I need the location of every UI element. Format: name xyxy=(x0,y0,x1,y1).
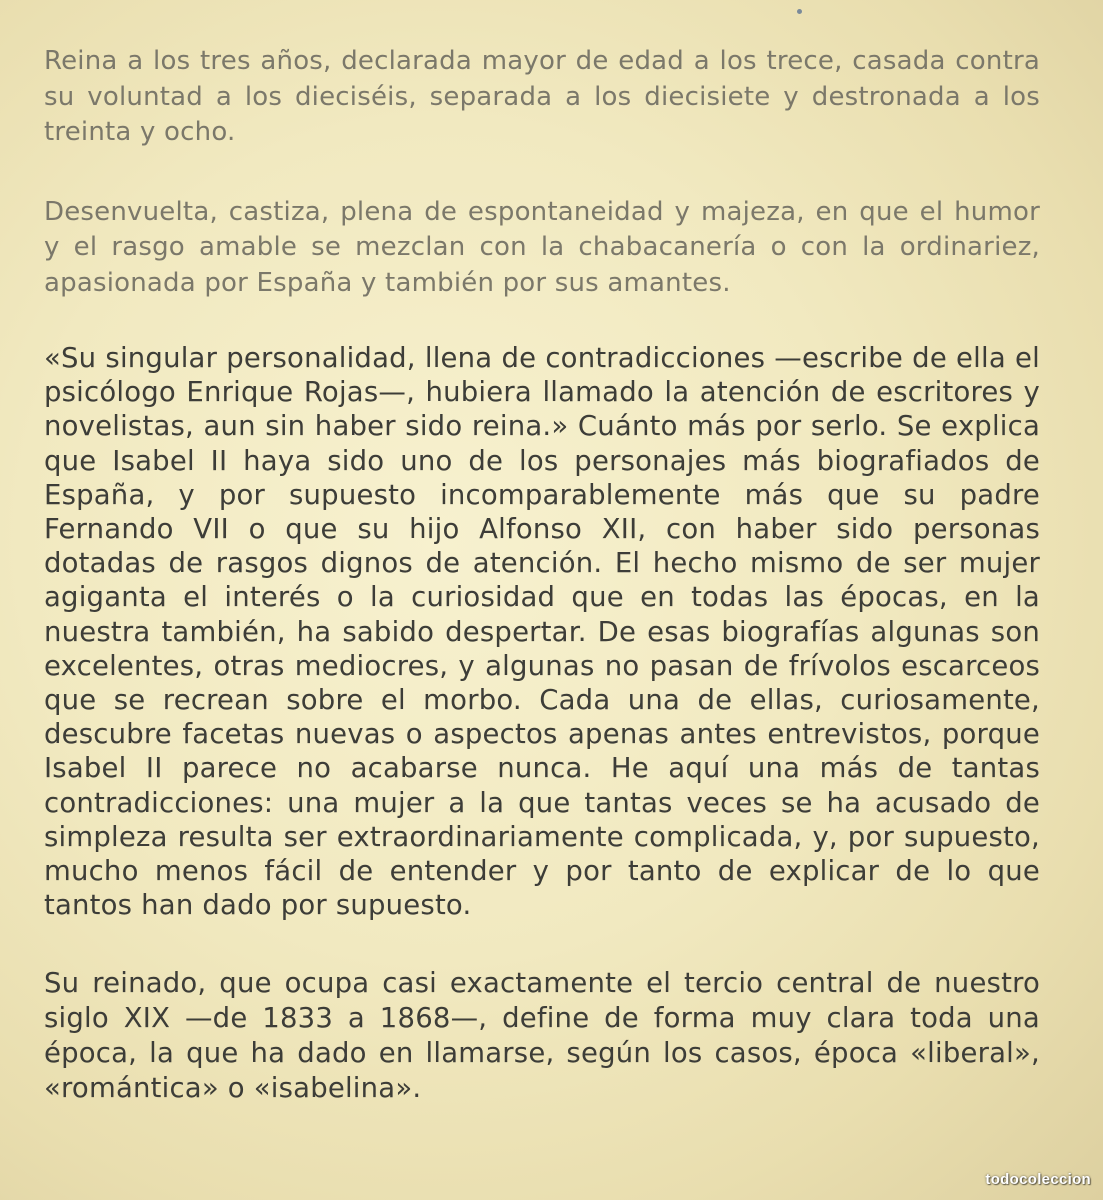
book-back-cover-text xyxy=(44,44,1040,1106)
paragraph-1: Reina a los tres años, declarada mayor de edad a los trece, casada contra su voluntad a los dieciséis, separada a los diecisiete y destronada a los treinta y ocho. xyxy=(44,46,1040,147)
paragraph-2: Desenvuelta, castiza, plena de espontaneidad y majeza, en que el humor y el rasgo amable se mezclan con la chabacanería o con la ordinariez, apasionada por España y también por sus amantes. xyxy=(44,196,1040,298)
watermark-logo: todocoleccion xyxy=(985,1171,1091,1188)
paragraph-3: «Su singular personalidad, llena de contradicciones —escribe de ella el psicólogo Enrique Rojas—, hubiera llamado la atención de escritores y novelistas, aun sin haber sido reina.» Cuánto más por serlo. Se explica que Isabel II haya sido uno de los personajes más biografiados de España, y por supuesto incomparablemente más que su padre Fernando VII o que su hijo Alfonso XII, con haber sido personas dotadas de rasgos dignos de atención. El hecho mismo de ser mujer agiganta el interés o la curiosidad que en todas las épocas, en la nuestra también, ha sabido despertar. De esas biografías algunas son excelentes, otras mediocres, y algunas no pasan de frívolos escarceos que se recrean sobre el morbo. Cada una de ellas, curiosamente, descubre facetas nuevas o aspectos apenas antes entrevistos, porque Isabel II parece no acabarse nunca. He aquí una más de tantas contradicciones: una mujer a la que tantas veces se ha acusado de simpleza resulta ser extraordinariamente complicada, y, por supuesto, mucho menos fácil de entender y por tanto de explicar de lo que tantos han dado por supuesto. xyxy=(44,342,1040,922)
paragraph-4: Su reinado, que ocupa casi exactamente el tercio central de nuestro siglo XIX —de 1833 a 1868—, define de forma muy clara toda una época, la que ha dado en llamarse, según los casos, época «liberal», «romántica» o «isabelina». xyxy=(44,967,1040,1105)
paper-speck xyxy=(797,9,802,14)
